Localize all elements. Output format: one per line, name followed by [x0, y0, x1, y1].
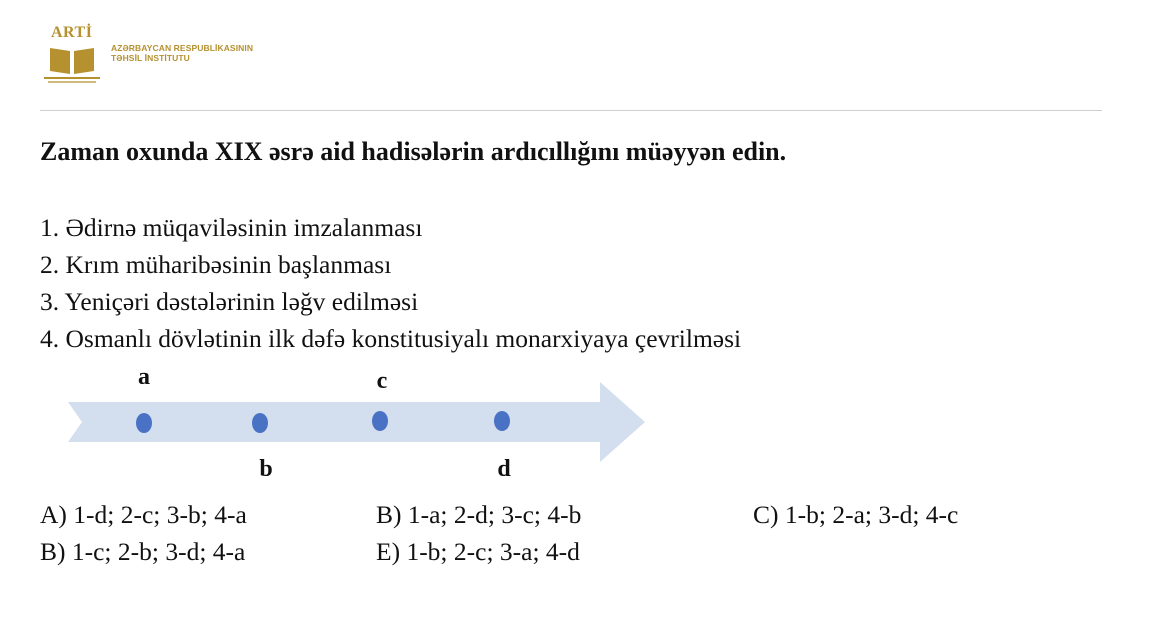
timeline-diagram: [60, 362, 660, 492]
timeline-dot-a: [136, 413, 152, 433]
event-item-4: 4. Osmanlı dövlətinin ilk dəfə konstitusiyalı monarxiyaya çevrilməsi: [40, 324, 742, 353]
book-icon: [40, 42, 104, 86]
timeline-label-b: b: [259, 456, 273, 482]
answer-option-e[interactable]: E) 1-b; 2-c; 3-a; 4-d: [376, 537, 580, 566]
answer-option-b[interactable]: B) 1-a; 2-d; 3-c; 4-b: [376, 500, 582, 529]
question-text: Zaman oxunda XIX əsrə aid hadisələrin ardıcıllığını müəyyən edin.: [40, 137, 787, 166]
event-item-3: 3. Yeniçəri dəstələrinin ləğv edilməsi: [40, 287, 419, 316]
answer-option-c[interactable]: C) 1-b; 2-a; 3-d; 4-c: [753, 500, 959, 529]
logo-line-2: TƏHSİL İNSTİTUTU: [111, 53, 190, 63]
answer-option-a[interactable]: A) 1-d; 2-c; 3-b; 4-a: [40, 500, 247, 529]
timeline-dot-c: [372, 411, 388, 431]
event-item-2: 2. Krım müharibəsinin başlanması: [40, 250, 392, 279]
timeline-arrow: [68, 382, 645, 462]
logo-institute-name: [111, 43, 253, 63]
answer-option-d[interactable]: B) 1-c; 2-b; 3-d; 4-a: [40, 537, 246, 566]
timeline-label-a: a: [138, 364, 150, 390]
timeline-label-c: c: [376, 368, 388, 394]
arti-logo: [40, 24, 300, 88]
timeline-dot-b: [252, 413, 268, 433]
timeline-label-d: d: [497, 456, 511, 482]
header-divider: [40, 110, 1102, 111]
logo-arti-text: ARTİ: [51, 24, 93, 41]
logo-line-1: AZƏRBAYCAN RESPUBLİKASININ: [111, 43, 254, 53]
timeline-dot-d: [494, 411, 510, 431]
event-item-1: 1. Ədirnə müqaviləsinin imzalanması: [40, 213, 423, 242]
event-list: [40, 209, 741, 357]
